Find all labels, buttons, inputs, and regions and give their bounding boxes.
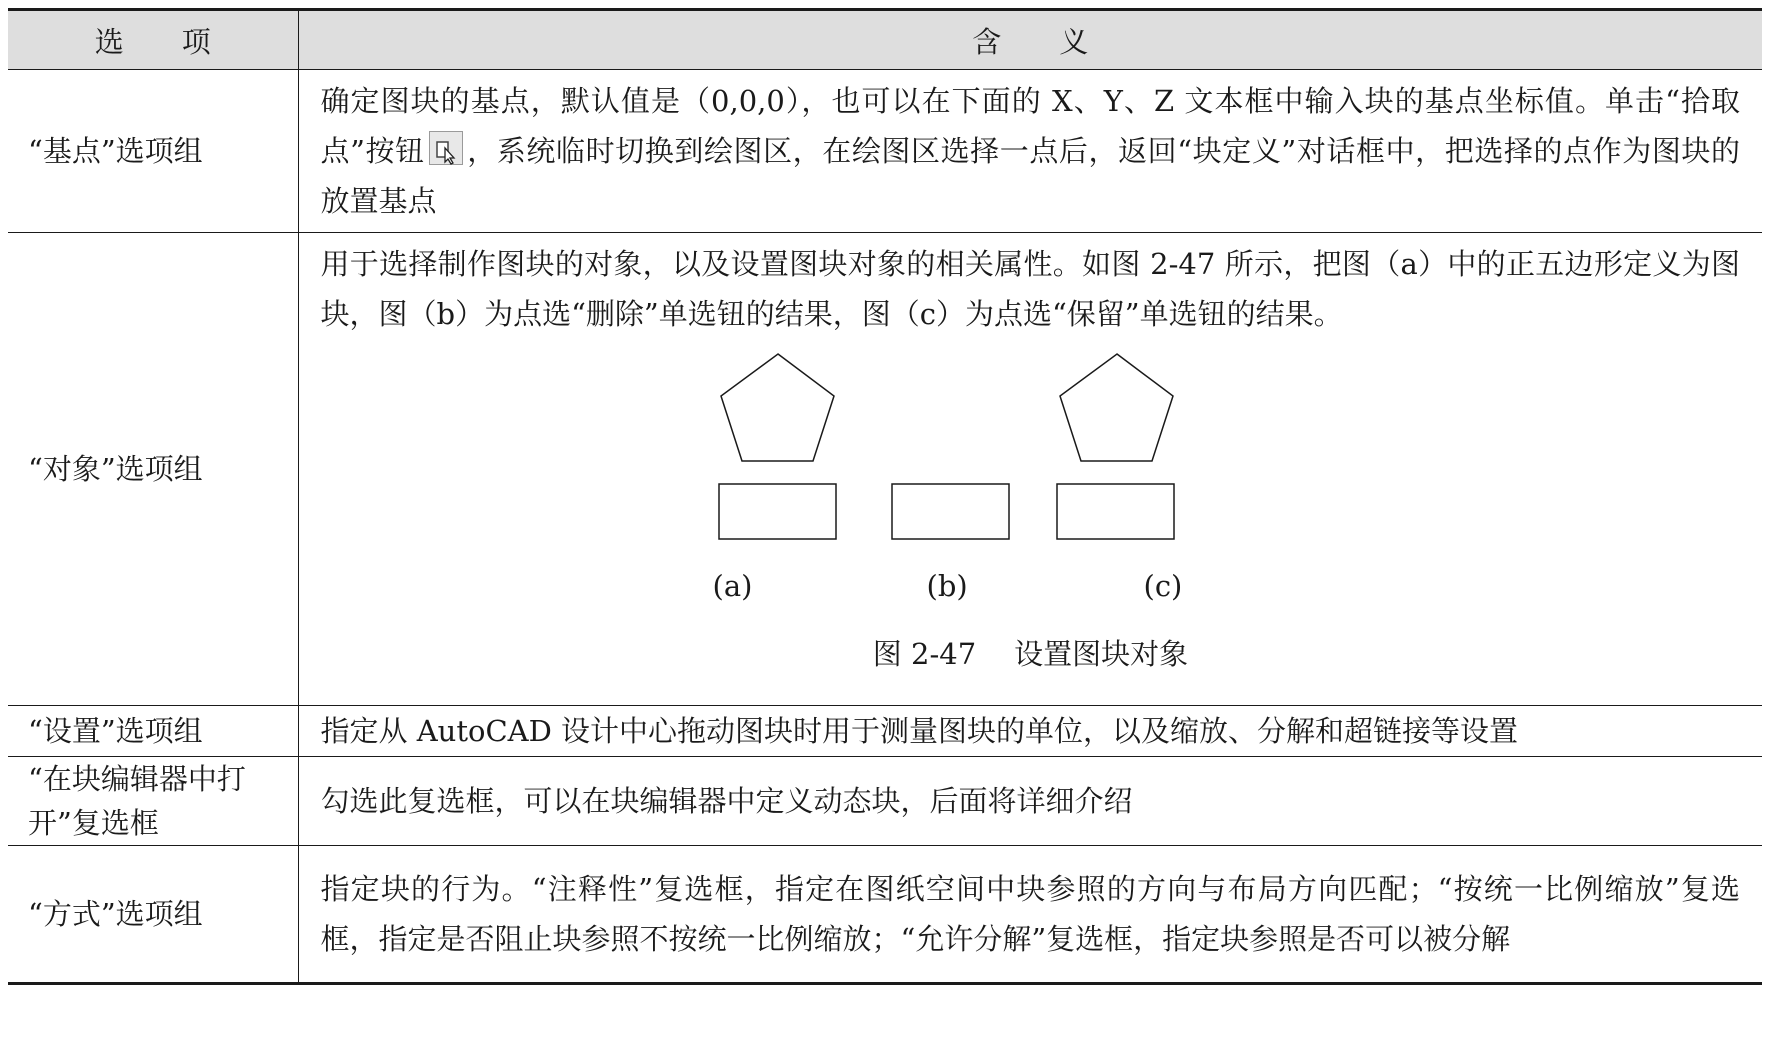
table-row-object (8, 233, 1762, 706)
desc-method: 指定块的行为。“注释性”复选框，指定在图纸空间中块参照的方向与布局方向匹配；“按统一比例缩放”复选框，指定是否阻止块参照不按统一比例缩放；“允许分解”复选框，指定块参照是否可以被分解 (298, 846, 1762, 984)
table-row-open-in-editor (8, 757, 1762, 846)
pentagon-c (1060, 354, 1173, 461)
option-object: “对象”选项组 (8, 233, 298, 706)
table-row-method (8, 846, 1762, 984)
desc-base-point-text-1: 确定图块的基点，默认值是（0,0,0），也可以在下面的 X、Y、Z 文本框中输入块的基点坐标值。单击“拾取点”按钮 (320, 84, 1740, 168)
desc-open-in-editor: 勾选此复选框，可以在块编辑器中定义动态块，后面将详细介绍 (298, 757, 1762, 846)
option-settings: “设置”选项组 (8, 706, 298, 757)
desc-base-point-text-2: ，系统临时切换到绘图区，在绘图区选择一点后，返回“块定义”对话框中，把选择的点作为图块的放置基点 (320, 134, 1741, 218)
option-base-point: “基点”选项组 (8, 70, 298, 233)
header-option: 选 项 (8, 10, 298, 70)
rectangle-b (892, 484, 1009, 539)
pentagon-a (721, 354, 834, 461)
figure-label-c: (c) (1143, 569, 1183, 603)
options-table (8, 8, 1762, 985)
figure-caption-number: 图 2-47 (872, 637, 977, 671)
desc-base-point (298, 70, 1762, 233)
figure-caption (321, 629, 1741, 679)
table-row-settings (8, 706, 1762, 757)
option-open-in-editor: “在块编辑器中打开”复选框 (8, 757, 298, 846)
table-row-base-point (8, 70, 1762, 233)
figure-2-47 (321, 339, 1741, 699)
rectangle-a (719, 484, 836, 539)
figure-label-a: (a) (712, 569, 753, 603)
option-method: “方式”选项组 (8, 846, 298, 984)
table-header-row (8, 10, 1762, 70)
figure-label-b: (b) (926, 569, 968, 603)
desc-object (298, 233, 1762, 706)
desc-object-text: 用于选择制作图块的对象，以及设置图块对象的相关属性。如图 2-47 所示，把图（a）中的正五边形定义为图块，图（b）为点选“删除”单选钮的结果，图（c）为点选“保留”单选钮的结果。 (320, 247, 1740, 331)
pick-point-icon (429, 131, 463, 165)
desc-settings: 指定从 AutoCAD 设计中心拖动图块时用于测量图块的单位，以及缩放、分解和超链接等设置 (298, 706, 1762, 757)
header-meaning: 含 义 (298, 10, 1762, 70)
rectangle-c (1057, 484, 1174, 539)
figure-caption-title: 设置图块对象 (1014, 637, 1189, 671)
